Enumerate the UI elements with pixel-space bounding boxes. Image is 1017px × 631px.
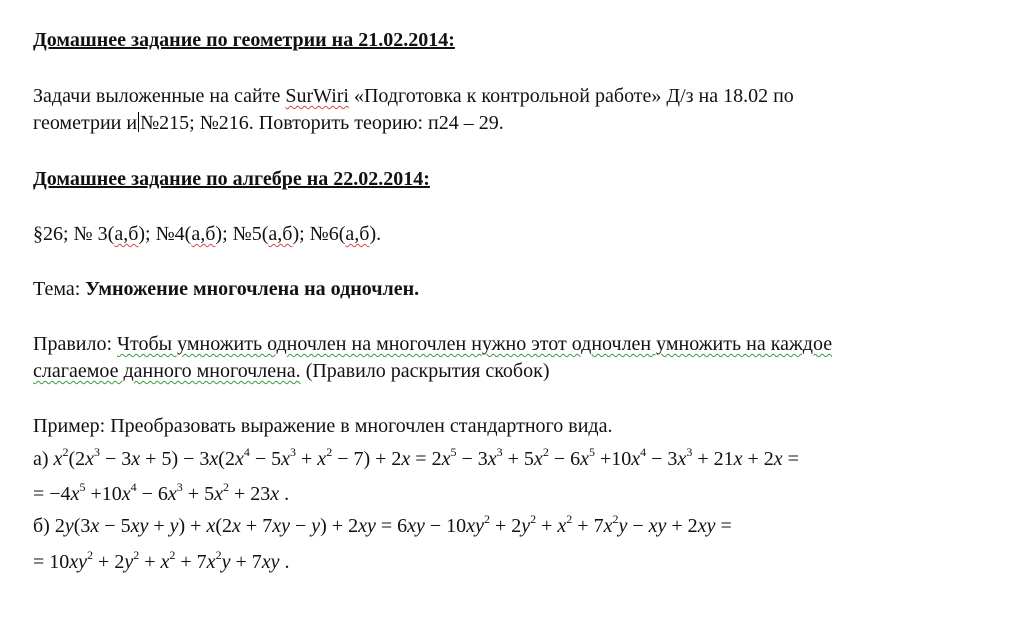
rule-line-1: Правило: Чтобы умножить одночлен на многочлен нужно этот одночлен умножить на каждое bbox=[33, 333, 833, 355]
algebra-heading: Домашнее задание по алгебре на 22.02.2014: bbox=[33, 168, 430, 190]
text-cursor bbox=[138, 112, 139, 132]
example-intro: Пример: Преобразовать выражение в многочлен стандартного вида. bbox=[33, 415, 613, 437]
math-expression: = $-4x^5 +10x^4 - 6x^3 + 5x^2 + 23x$ . bbox=[33, 480, 290, 505]
math-expression: $2y(3x - 5xy + y) + x(2x + 7xy - y) + 2xy = 6xy - 10xy^2 + 2y^2 + x^2 + 7x^2y$ − xy + 2xy = bbox=[54, 512, 732, 537]
math-expression: = $10xy^2 + 2y^2 + x^2 + 7x^2y + 7xy$ . bbox=[33, 548, 290, 573]
example-a-line-1: а) $x^2(2x^3 - 3x + 5) - 3x(2x^4 - 5x^3 + x^2 - 7) + 2x = 2x^5 - 3x^3 + 5x^2 - 6x^5 +10x^4 - 3x^3 + 21x + 2x$ = bbox=[33, 445, 799, 470]
topic-title: Умножение многочлена на одночлен. bbox=[85, 278, 420, 300]
geometry-heading: Домашнее задание по геометрии на 21.02.2014: bbox=[33, 29, 455, 51]
example-b-line-2 bbox=[33, 550, 290, 574]
example-b-line-1: б) $2y(3x - 5xy + y) + x(2x + 7xy - y) + 2xy = 6xy - 10xy^2 + 2y^2 + x^2 + 7x^2y$ − xy + 2xy = bbox=[33, 512, 732, 537]
rule-line-2: слагаемое данного многочлена. (Правило раскрытия скобок) bbox=[33, 360, 550, 382]
geometry-line-2: геометрии и №215; №216. Повторить теорию: п24 – 29. bbox=[33, 112, 504, 134]
example-a-line-2 bbox=[33, 482, 289, 506]
topic-line: Тема: Умножение многочлена на одночлен. bbox=[33, 278, 420, 300]
site-name: SurWiri bbox=[285, 85, 349, 107]
math-expression: $x^2(2x^3 - 3x + 5) - 3x(2x^4 - 5x^3 + x^2 - 7) + 2x = 2x^5 - 3x^3 + 5x^2 - 6x^5 +10x^4 - 3x^3 + 21x + 2x$ = bbox=[53, 445, 799, 470]
algebra-tasks: §26; № 3(а,б); №4(а,б); №5(а,б); №6(а,б). bbox=[33, 223, 382, 245]
geometry-line-1: Задачи выложенные на сайте SurWiri «Подготовка к контрольной работе» Д/з на 18.02 по bbox=[33, 85, 794, 107]
